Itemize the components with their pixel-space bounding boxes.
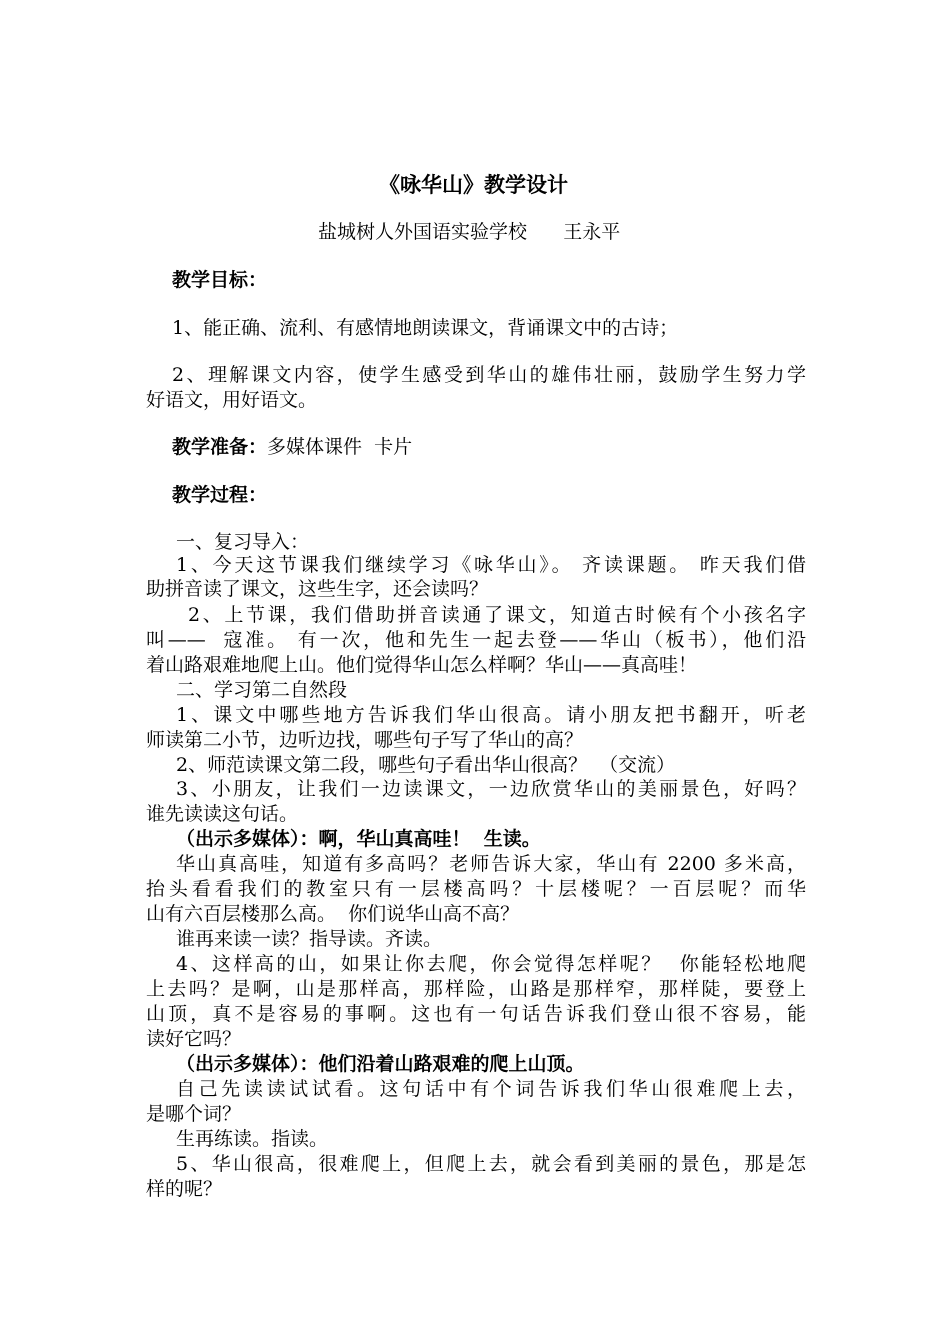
goals-heading: 教学目标： xyxy=(172,269,268,291)
body-line-27: 样的呢？ xyxy=(146,1178,223,1200)
process-heading: 教学过程： xyxy=(172,484,268,506)
body-line-20: 山顶，真不是容易的事啊。这也有一句话告诉我们登山很不容易，能 xyxy=(146,1003,806,1025)
body-line-25: 生再练读。指读。 xyxy=(176,1128,329,1150)
body-line-02: 1、今天这节课我们继续学习《咏华山》。 齐读课题。 昨天我们借 xyxy=(176,554,806,576)
body-line-21: 读好它吗？ xyxy=(146,1028,242,1050)
body-line-24: 是哪个词？ xyxy=(146,1103,242,1125)
body-line-15: 抬头看看我们的教室只有一层楼高吗？十层楼呢？一百层呢？而华 xyxy=(146,878,806,900)
body-line-23: 自己先读读试试看。这句话中有个词告诉我们华山很难爬上去， xyxy=(176,1078,806,1100)
body-line-03: 助拼音读了课文，这些生字，还会读吗？ xyxy=(146,578,489,600)
body-line-04: 2、上节课，我们借助拼音读通了课文，知道古时候有个小孩名字 xyxy=(188,604,806,626)
body-line-13: （出示多媒体）：啊，华山真高哇！ 生读。 xyxy=(176,828,541,850)
body-line-17: 谁再来读一读？指导读。齐读。 xyxy=(176,928,443,950)
body-line-18: 4、这样高的山，如果让你去爬，你会觉得怎样呢？ 你能轻松地爬 xyxy=(176,953,806,975)
document-title: 《咏华山》教学设计 xyxy=(379,173,568,197)
body-line-10: 2、师范读课文第二段，哪些句子看出华山很高？ （交流） xyxy=(176,754,676,776)
prep-line xyxy=(172,435,412,459)
goal-2-line-1: 2、理解课文内容，使学生感受到华山的雄伟壮丽，鼓励学生努力学 xyxy=(172,364,806,386)
body-line-01: 一、复习导入： xyxy=(176,531,310,553)
body-line-09: 师读第二小节，边听边找，哪些句子写了华山的高？ xyxy=(146,729,584,751)
body-line-11: 3、小朋友，让我们一边读课文，一边欣赏华山的美丽景色，好吗？ xyxy=(176,778,806,800)
body-line-14: 华山真高哇，知道有多高吗？老师告诉大家，华山有 2200 多米高， xyxy=(176,853,806,875)
body-line-07: 二、学习第二自然段 xyxy=(176,679,348,701)
body-line-19: 上去吗？是啊，山是那样高，那样险，山路是那样窄，那样陡，要登上 xyxy=(146,978,806,1000)
prep-label: 教学准备： xyxy=(172,436,268,458)
prep-text: 多媒体课件 卡片 xyxy=(267,436,413,458)
body-line-06: 着山路艰难地爬上山。他们觉得华山怎么样啊？华山——真高哇！ xyxy=(146,654,698,676)
body-line-22: （出示多媒体）：他们沿着山路艰难的爬上山顶。 xyxy=(176,1053,585,1075)
body-line-26: 5、华山很高，很难爬上，但爬上去，就会看到美丽的景色，那是怎 xyxy=(176,1153,806,1175)
author-byline: 盐城树人外国语实验学校 王永平 xyxy=(318,221,621,243)
goal-1: 1、能正确、流利、有感情地朗读课文，背诵课文中的古诗； xyxy=(172,317,679,339)
goal-2-line-2: 好语文，用好语文。 xyxy=(146,389,318,411)
body-line-05: 叫—— 寇准。 有一次，他和先生一起去登——华山（板书），他们沿 xyxy=(146,629,806,651)
body-line-08: 1、课文中哪些地方告诉我们华山很高。请小朋友把书翻开，听老 xyxy=(176,704,806,726)
body-line-12: 谁先读读这句话。 xyxy=(146,803,299,825)
body-line-16: 山有六百层楼那么高。 你们说华山高不高？ xyxy=(146,903,520,925)
